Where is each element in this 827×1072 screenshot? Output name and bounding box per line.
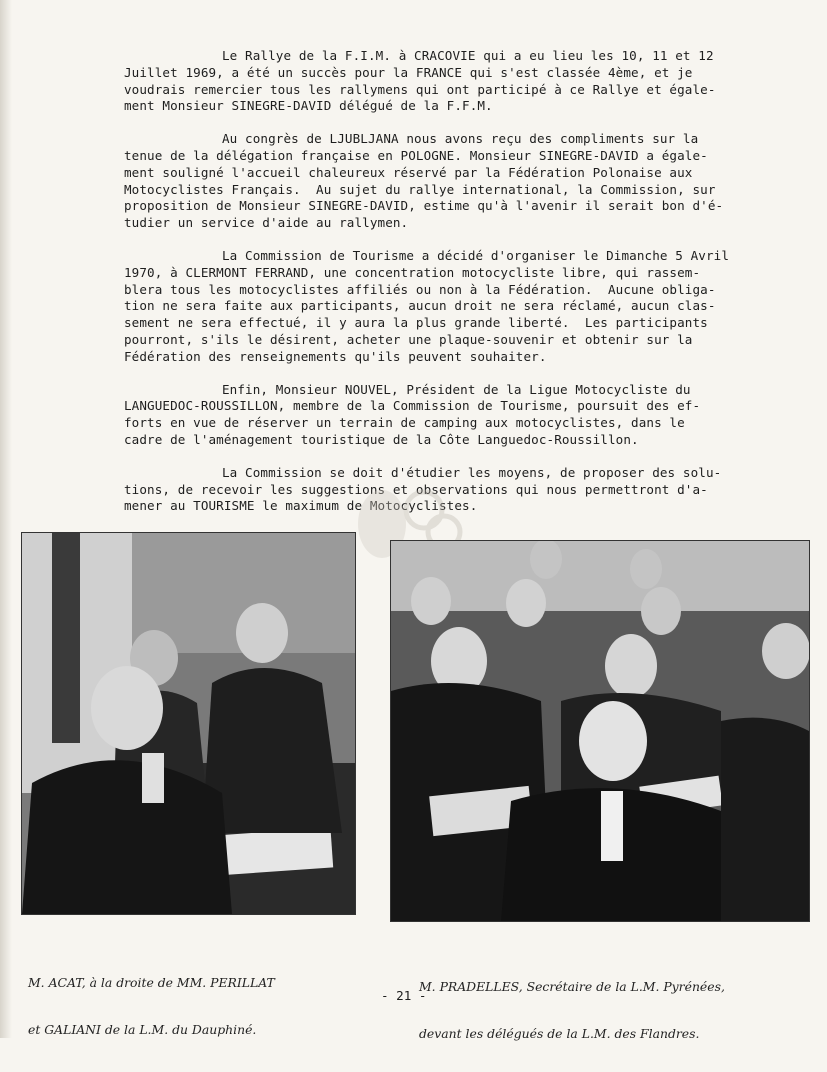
- caption-right-photo: [419, 948, 725, 1072]
- text-line: ment Monsieur SINEGRE-DAVID délégué de la F.F.M.: [124, 98, 493, 114]
- text-line: proposition de Monsieur SINEGRE-DAVID, estime qu'à l'avenir il serait bon d'é-: [124, 198, 724, 214]
- text-line: forts en vue de réserver un terrain de camping aux motocyclistes, dans le: [124, 415, 685, 431]
- paragraph-clermont-concentration: [124, 248, 794, 366]
- text-line: La Commission de Tourisme a décidé d'organiser le Dimanche 5 Avril: [222, 247, 730, 263]
- page-edge-shadow: [0, 0, 12, 1038]
- caption-line: M. PRADELLES, Secrétaire de la L.M. Pyrénées,: [419, 979, 725, 994]
- caption-line: et GALIANI de la L.M. du Dauphiné.: [28, 1021, 257, 1037]
- text-line: Motocyclistes Français. Au sujet du rallye international, la Commission, sur: [124, 181, 716, 197]
- body-text: [124, 48, 794, 531]
- text-line: tion ne sera faite aux participants, aucun droit ne sera réclamé, aucun clas-: [124, 298, 716, 314]
- text-line: La Commission se doit d'étudier les moyens, de proposer des solu-: [222, 464, 722, 480]
- photo-left-illustration: [22, 533, 355, 914]
- text-line: cadre de l'aménagement touristique de la Côte Languedoc-Roussillon.: [124, 431, 639, 447]
- text-line: LANGUEDOC-ROUSSILLON, membre de la Commission de Tourisme, poursuit des ef-: [124, 398, 701, 414]
- page-number: - 21 -: [381, 988, 427, 1003]
- caption-left-photo: [28, 944, 275, 1068]
- caption-line: M. ACAT, à la droite de MM. PERILLAT: [28, 975, 275, 990]
- text-line: Juillet 1969, a été un succès pour la FRANCE qui s'est classée 4ème, et je: [124, 64, 693, 80]
- text-line: tions, de recevoir les suggestions et observations qui nous permettront d'a-: [124, 481, 708, 497]
- text-line: Au congrès de LJUBLJANA nous avons reçu des compliments sur la: [222, 131, 699, 147]
- text-line: pourront, s'ils le désirent, acheter une plaque-souvenir et obtenir sur la: [124, 331, 693, 347]
- text-line: voudrais remercier tous les rallymens qui ont participé à ce Rallye et égale-: [124, 81, 716, 97]
- text-line: ment souligné l'accueil chaleureux réservé par la Fédération Polonaise aux: [124, 164, 693, 180]
- text-line: blera tous les motocyclistes affiliés ou non à la Fédération. Aucune obliga-: [124, 281, 716, 297]
- photo-pradelles-delegates: [390, 540, 810, 922]
- caption-line: devant les délégués de la L.M. des Flandres.: [419, 1025, 700, 1041]
- text-line: Le Rallye de la F.I.M. à CRACOVIE qui a eu lieu les 10, 11 et 12: [222, 48, 714, 63]
- text-line: Fédération des renseignements qu'ils peuvent souhaiter.: [124, 348, 547, 364]
- text-line: mener au TOURISME le maximum de Motocyclistes.: [124, 498, 478, 514]
- text-line: sement ne sera effectué, il y aura la plus grande liberté. Les participants: [124, 315, 708, 331]
- text-line: tenue de la délégation française en POLOGNE. Monsieur SINEGRE-DAVID a égale-: [124, 147, 708, 163]
- paragraph-ljubljana-congress: [124, 131, 794, 232]
- paragraph-languedoc-camping: [124, 382, 794, 449]
- text-line: tudier un service d'aide au rallymen.: [124, 215, 409, 231]
- text-line: 1970, à CLERMONT FERRAND, une concentration motocycliste libre, qui rassem-: [124, 264, 701, 280]
- text-line: Enfin, Monsieur NOUVEL, Président de la Ligue Motocycliste du: [222, 381, 691, 397]
- photo-right-illustration: [391, 541, 809, 921]
- paragraph-fim-rally: [124, 48, 794, 115]
- photo-acat-perillat-galiani: [21, 532, 356, 915]
